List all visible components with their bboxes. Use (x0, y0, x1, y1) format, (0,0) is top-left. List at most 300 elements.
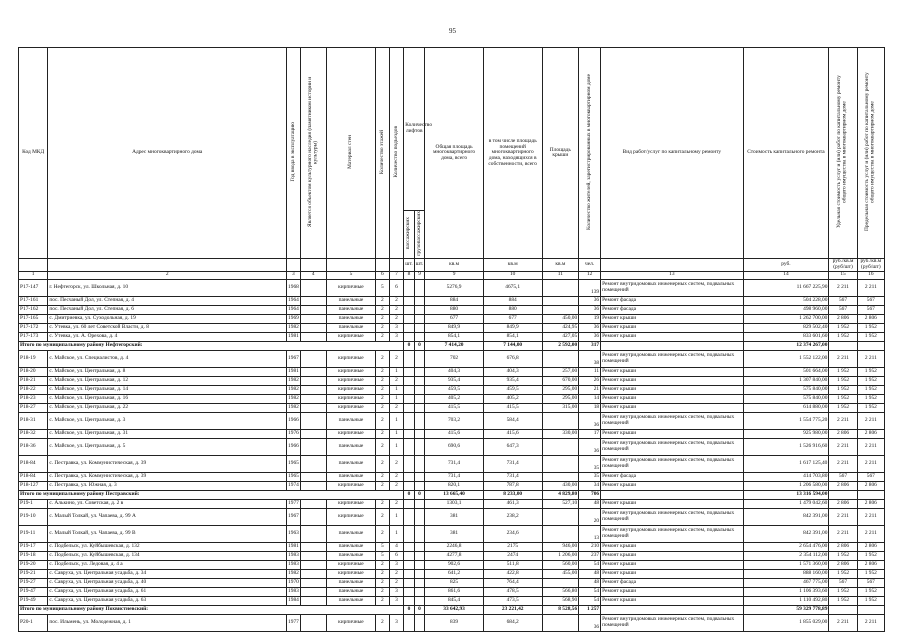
table-cell: 19 (579, 314, 601, 323)
table-cell (414, 314, 424, 323)
table-cell (300, 508, 326, 525)
table-cell: 2 (376, 412, 390, 429)
subtotal-cell: 706 (579, 490, 601, 499)
table-cell: 2 (389, 569, 404, 578)
table-cell: 2 211 (829, 614, 857, 631)
header-work-type: Вид работ/услуг по капитальному ремонту (601, 48, 743, 259)
table-cell (414, 296, 424, 305)
table-cell (542, 438, 579, 455)
table-cell: Ремонт внутридомовых инженерных систем, подвальных помещений (601, 279, 743, 296)
table-cell: с. Утевка, ул. 60 лет Советской Власти, д. 8 (48, 323, 287, 332)
table-cell: 2 (376, 525, 390, 542)
table-cell (404, 525, 414, 542)
table-cell: 2 354 112,00 (743, 551, 829, 560)
table-cell (404, 403, 414, 412)
table-cell: P18-84 (19, 472, 48, 481)
table-cell: 2 (389, 403, 404, 412)
table-cell: 315,00 (542, 403, 579, 412)
table-cell (300, 569, 326, 578)
table-cell: 1 617 125,40 (743, 455, 829, 472)
table-cell: Ремонт внутридомовых инженерных систем, подвальных помещений (601, 508, 743, 525)
table-cell: 234,6 (483, 525, 542, 542)
table-cell (542, 412, 579, 429)
table-cell: 21 (579, 385, 601, 394)
table-cell (404, 305, 414, 314)
subtotal-cell: 7 414,20 (425, 341, 484, 350)
table-cell (404, 508, 414, 525)
col-number: 16 (857, 271, 884, 279)
table-body (19, 279, 885, 631)
table-cell: с. Майское, ул. Центральная, д. 31 (48, 429, 287, 438)
table-cell: с. Пестравка, ул. Коммунистическая, д. 39 (48, 455, 287, 472)
table-cell: 1966 (287, 438, 301, 455)
table-row (19, 578, 885, 587)
header-cost: Стоимость капитального ремонта (743, 48, 829, 259)
subtotal-cell: 13 316 594,00 (743, 490, 829, 499)
table-cell: 1 (389, 525, 404, 542)
col-number: 9 (414, 271, 424, 279)
table-cell: 1983 (287, 551, 301, 560)
table-cell: 1 952 (829, 403, 857, 412)
table-cell: с. Подбельск, ул. Куйбышевская, д. 132 (48, 542, 287, 551)
table-cell (404, 323, 414, 332)
table-cell: 1 952 (857, 551, 884, 560)
table-cell: 1965 (287, 455, 301, 472)
unit-cell: шт. (414, 259, 424, 271)
table-cell: P19-1 (19, 499, 48, 508)
table-cell: 567 (829, 305, 857, 314)
table-cell: 567 (829, 472, 857, 481)
table-row (19, 279, 885, 296)
table-row (19, 551, 885, 560)
table-cell: 1 952 (857, 403, 884, 412)
table-cell: 647,3 (483, 438, 542, 455)
table-cell: P18-127 (19, 481, 48, 490)
subtotal-cell (857, 490, 884, 499)
subtotal-label: Итого по муниципальному району Нефтегорский: (19, 341, 404, 350)
table-cell: P19-11 (19, 525, 48, 542)
table-cell: с. Малый Толкай, ул. Чапаева, д. 99 А (48, 508, 287, 525)
table-cell (414, 508, 424, 525)
table-cell: с. Савруха, ул. Центральная усадьба, д. 63 (48, 596, 287, 605)
table-cell: с. Майское, ул. Центральная, д. 8 (48, 367, 287, 376)
table-cell: с. Майское, ул. Специалистов, д. 4 (48, 350, 287, 367)
subtotal-cell: 0 (404, 490, 414, 499)
table-cell: 833 601,60 (743, 332, 829, 341)
table-cell: 842 391,00 (743, 525, 829, 542)
table-cell: 36 (579, 438, 601, 455)
table-cell: 5 (376, 551, 390, 560)
table-cell: 849,9 (483, 323, 542, 332)
table-cell: 36 (579, 305, 601, 314)
subtotal-cell: 1 257 (579, 605, 601, 614)
table-cell: 1982 (287, 323, 301, 332)
table-cell: Ремонт внутридомовых инженерных систем, подвальных помещений (601, 525, 743, 542)
unit-cell: кв.м (483, 259, 542, 271)
table-cell: 764,4 (483, 578, 542, 587)
table-cell: P19-17 (19, 542, 48, 551)
table-cell: 2 (376, 560, 390, 569)
table-cell: 2 211 (857, 525, 884, 542)
table-cell: с. Майское, ул. Центральная, д. 14 (48, 385, 287, 394)
table-cell: 1982 (287, 394, 301, 403)
table-cell: 6 (389, 551, 404, 560)
table-cell: 2 806 (857, 542, 884, 551)
col-number: 9 (425, 271, 484, 279)
subtotal-cell: 59 329 778,89 (743, 605, 829, 614)
table-cell: 424,95 (542, 323, 579, 332)
table-cell: панельные (326, 314, 375, 323)
table-cell (542, 508, 579, 525)
table-cell: 48 (579, 578, 601, 587)
table-row (19, 455, 885, 472)
table-cell: 2 211 (829, 525, 857, 542)
table-cell: 415,6 (483, 429, 542, 438)
table-cell: 36 (579, 412, 601, 429)
table-cell: 1977 (287, 499, 301, 508)
subtotal-row (19, 341, 885, 350)
table-row (19, 499, 885, 508)
table-cell: 459,5 (483, 385, 542, 394)
table-cell: 11 (579, 367, 601, 376)
table-cell (300, 314, 326, 323)
table-cell: Ремонт крыши (601, 499, 743, 508)
table-cell: 902,6 (425, 560, 484, 569)
table-cell: 1 206 580,00 (743, 481, 829, 490)
unit-cell: руб./кв.м (руб/шт) (829, 259, 857, 271)
table-cell: 1 554 775,20 (743, 412, 829, 429)
table-cell: 1 952 (829, 367, 857, 376)
table-cell: 1965 (287, 472, 301, 481)
table-cell: 467 775,00 (743, 578, 829, 587)
table-cell: кирпичные (326, 614, 375, 631)
table-cell: 48 (579, 569, 601, 578)
table-cell (300, 596, 326, 605)
table-cell: Ремонт крыши (601, 542, 743, 551)
table-cell: 670,00 (542, 376, 579, 385)
subtotal-row (19, 490, 885, 499)
table-cell: 935,4 (483, 376, 542, 385)
table-cell: 884 (425, 296, 484, 305)
table-cell: Ремонт фасада (601, 472, 743, 481)
table-cell: 1 (389, 367, 404, 376)
table-cell: 2 (376, 385, 390, 394)
table-cell: P18-36 (19, 438, 48, 455)
table-cell: с. Майское, ул. Центральная, д. 12 (48, 376, 287, 385)
table-cell: 2 806 (857, 560, 884, 569)
table-cell (300, 578, 326, 587)
table-cell (414, 499, 424, 508)
table-cell: 2 211 (857, 350, 884, 367)
table-cell (542, 525, 579, 542)
table-cell: P18-21 (19, 376, 48, 385)
table-cell (300, 551, 326, 560)
table-cell (300, 525, 326, 542)
table-cell (404, 350, 414, 367)
table-cell: 527,10 (542, 499, 579, 508)
col-number: 13 (601, 271, 743, 279)
table-cell: 415,6 (425, 429, 484, 438)
table-cell: 1 (389, 438, 404, 455)
table-cell: 842 391,00 (743, 508, 829, 525)
table-cell (404, 412, 414, 429)
table-cell: 415,5 (425, 403, 484, 412)
table-cell: P18-31 (19, 412, 48, 429)
table-cell: 731,4 (483, 472, 542, 481)
table-cell: Ремонт крыши (601, 551, 743, 560)
table-row (19, 596, 885, 605)
table-cell: 690,6 (425, 438, 484, 455)
table-cell: 884 (483, 296, 542, 305)
subtotal-cell: 4 829,80 (542, 490, 579, 499)
table-cell: 427,05 (542, 332, 579, 341)
table-cell: 2 806 (857, 314, 884, 323)
col-number: 3 (287, 271, 301, 279)
table-cell (300, 305, 326, 314)
table-cell (300, 455, 326, 472)
table-cell: 36 (579, 323, 601, 332)
table-cell: 703,2 (425, 412, 484, 429)
table-cell (404, 429, 414, 438)
table-cell: Ремонт внутридомовых инженерных систем, подвальных помещений (601, 614, 743, 631)
table-cell: 13 (579, 525, 601, 542)
table-cell: Ремонт крыши (601, 385, 743, 394)
header-address: Адрес многоквартирного дома (48, 48, 287, 259)
table-cell: 459,5 (425, 385, 484, 394)
table-cell: 1981 (287, 332, 301, 341)
table-cell: 641,2 (425, 569, 484, 578)
table-cell: панельные (326, 596, 375, 605)
table-cell: 405,2 (425, 394, 484, 403)
table-row (19, 472, 885, 481)
table-cell (404, 587, 414, 596)
table-row (19, 508, 885, 525)
table-cell: 676,8 (483, 350, 542, 367)
table-cell: 2246,8 (425, 542, 484, 551)
table-cell: 2 (376, 296, 390, 305)
col-number: 2 (48, 271, 287, 279)
subtotal-cell: 2 592,00 (542, 341, 579, 350)
table-cell: 1 262 700,00 (743, 314, 829, 323)
table-cell: P20-1 (19, 614, 48, 631)
table-cell: 2 (376, 578, 390, 587)
table-cell (414, 578, 424, 587)
table-cell: 567 (857, 472, 884, 481)
table-cell: 2 (376, 499, 390, 508)
table-cell: Ремонт внутридомовых инженерных систем, подвальных помещений (601, 350, 743, 367)
table-cell: 2 (376, 350, 390, 367)
table-cell (404, 596, 414, 605)
subtotal-cell (829, 605, 857, 614)
table-cell: 1982 (287, 385, 301, 394)
table-cell: 2 (376, 376, 390, 385)
table-cell (414, 429, 424, 438)
table-cell: 614 880,00 (743, 403, 829, 412)
table-cell: Ремонт крыши (601, 314, 743, 323)
table-cell: 1977 (287, 614, 301, 631)
table-cell: 731,4 (425, 472, 484, 481)
table-cell (542, 296, 579, 305)
table-cell: P18-23 (19, 394, 48, 403)
table-cell: 935,4 (425, 376, 484, 385)
table-cell (404, 385, 414, 394)
table-cell: 6 (389, 279, 404, 296)
table-cell: кирпичные (326, 350, 375, 367)
header-entrances: Количество подъездов (392, 126, 399, 178)
table-cell: Ремонт крыши (601, 560, 743, 569)
table-cell: кирпичные (326, 403, 375, 412)
table-cell: панельные (326, 472, 375, 481)
table-cell (300, 323, 326, 332)
table-cell: 1983 (287, 587, 301, 596)
table-cell (414, 455, 424, 472)
table-cell (300, 542, 326, 551)
table-cell: 684,2 (483, 614, 542, 631)
table-cell (404, 551, 414, 560)
table-cell: 2 806 (829, 499, 857, 508)
table-cell (414, 305, 424, 314)
table-cell (404, 578, 414, 587)
table-cell (542, 472, 579, 481)
table-cell: 2 211 (829, 455, 857, 472)
table-cell: 404,3 (425, 367, 484, 376)
table-cell (414, 412, 424, 429)
table-cell: с. Савруха, ул. Центральная усадьба, д. 40 (48, 578, 287, 587)
table-cell: 1 952 (829, 385, 857, 394)
table-cell: 1 952 (857, 376, 884, 385)
unit-cell: кв.м (425, 259, 484, 271)
table-cell: 1981 (287, 542, 301, 551)
table-cell: 430,00 (542, 481, 579, 490)
table-cell: 2 654 476,00 (743, 542, 829, 551)
table-cell: с. Дмитриевка, ул. Суходольная, д. 19 (48, 314, 287, 323)
capital-repair-table (18, 47, 885, 632)
table-cell (414, 438, 424, 455)
table-cell: 54 (579, 596, 601, 605)
subtotal-cell (857, 341, 884, 350)
table-cell: кирпичные (326, 367, 375, 376)
table-cell: 2 806 (829, 481, 857, 490)
table-cell: P19-27 (19, 578, 48, 587)
table-cell: 568,90 (542, 596, 579, 605)
col-number: 5 (326, 271, 375, 279)
table-cell: 946,00 (542, 542, 579, 551)
col-number: 14 (743, 271, 829, 279)
table-row (19, 614, 885, 631)
table-cell: 820,1 (425, 481, 484, 490)
table-cell: P17-162 (19, 305, 48, 314)
header-residents: Количество жителей, зарегистрированных в многоквартирном доме (585, 73, 592, 230)
table-cell (300, 481, 326, 490)
table-cell (414, 367, 424, 376)
table-cell: панельные (326, 587, 375, 596)
table-cell (542, 350, 579, 367)
table-cell: 1 952 (857, 323, 884, 332)
table-cell: 567 (829, 296, 857, 305)
table-cell (414, 481, 424, 490)
table-cell: 1976 (287, 429, 301, 438)
table-cell: 330,00 (542, 429, 579, 438)
table-cell (414, 525, 424, 542)
table-cell (300, 499, 326, 508)
table-cell: 2 (389, 472, 404, 481)
table-row (19, 296, 885, 305)
table-cell: 845,4 (425, 596, 484, 605)
table-cell: кирпичные (326, 279, 375, 296)
table-cell (404, 569, 414, 578)
table-cell: Ремонт крыши (601, 376, 743, 385)
table-cell: 1 952 (829, 332, 857, 341)
table-cell: 5276,9 (425, 279, 484, 296)
table-cell: с. Подбельск, ул. Куйбышевская, д. 134 (48, 551, 287, 560)
table-cell: 1983 (287, 560, 301, 569)
table-cell: Ремонт внутридомовых инженерных систем, подвальных помещений (601, 455, 743, 472)
table-cell: 14 (579, 394, 601, 403)
table-cell (404, 279, 414, 296)
subtotal-cell (829, 341, 857, 350)
subtotal-cell: 0 (414, 490, 424, 499)
table-cell: с. Алькино, ул. Советская, д. 2 в (48, 499, 287, 508)
table-cell (542, 305, 579, 314)
table-cell: 1 952 (857, 596, 884, 605)
table-cell: с. Пестравка, ул. Южная, д. 3 (48, 481, 287, 490)
table-cell (414, 332, 424, 341)
table-cell: 1 (389, 394, 404, 403)
table-cell: с. Майское, ул. Центральная, д. 22 (48, 403, 287, 412)
table-cell: 2 806 (857, 481, 884, 490)
table-cell: 461,3 (483, 499, 542, 508)
subtotal-cell: 33 642,93 (425, 605, 484, 614)
header-lifts-pass: пассажирских (405, 217, 412, 250)
table-cell (300, 403, 326, 412)
table-cell: пос. Песчаный Дол, ул. Степная, д. 4 (48, 296, 287, 305)
table-cell: 2 806 (857, 499, 884, 508)
table-cell (404, 376, 414, 385)
table-cell: с. Савруха, ул. Центральная усадьба, д. 34 (48, 569, 287, 578)
table-cell: 1 206,00 (542, 551, 579, 560)
table-row (19, 560, 885, 569)
table-cell: панельные (326, 412, 375, 429)
table-cell: кирпичные (326, 429, 375, 438)
subtotal-cell: 8 233,00 (483, 490, 542, 499)
table-cell: 849,9 (425, 323, 484, 332)
subtotal-cell: 0 (404, 341, 414, 350)
table-cell: 1 952 (829, 596, 857, 605)
page-number: 95 (449, 27, 456, 35)
table-cell: 1974 (287, 481, 301, 490)
table-cell: 731,4 (425, 455, 484, 472)
table-cell: 1982 (287, 403, 301, 412)
table-cell: 3 (389, 323, 404, 332)
table-cell: P19-49 (19, 596, 48, 605)
table-cell: кирпичные (326, 332, 375, 341)
table-cell (300, 587, 326, 596)
table-cell: 1 952 (829, 376, 857, 385)
table-cell (300, 332, 326, 341)
table-cell: 2 (376, 614, 390, 631)
subtotal-cell (601, 341, 743, 350)
table-cell: 2 (376, 508, 390, 525)
subtotal-cell (601, 605, 743, 614)
table-cell: 4277,8 (425, 551, 484, 560)
table-cell: P17-172 (19, 323, 48, 332)
table-cell (404, 499, 414, 508)
table-cell: панельные (326, 323, 375, 332)
table-cell: P19-47 (19, 587, 48, 596)
table-cell: 1 479 042,60 (743, 499, 829, 508)
table-cell (542, 614, 579, 631)
header-owned-area: в том числе площадь помещений многоквартирного дома, находящихся в собственности, всего (483, 48, 542, 259)
